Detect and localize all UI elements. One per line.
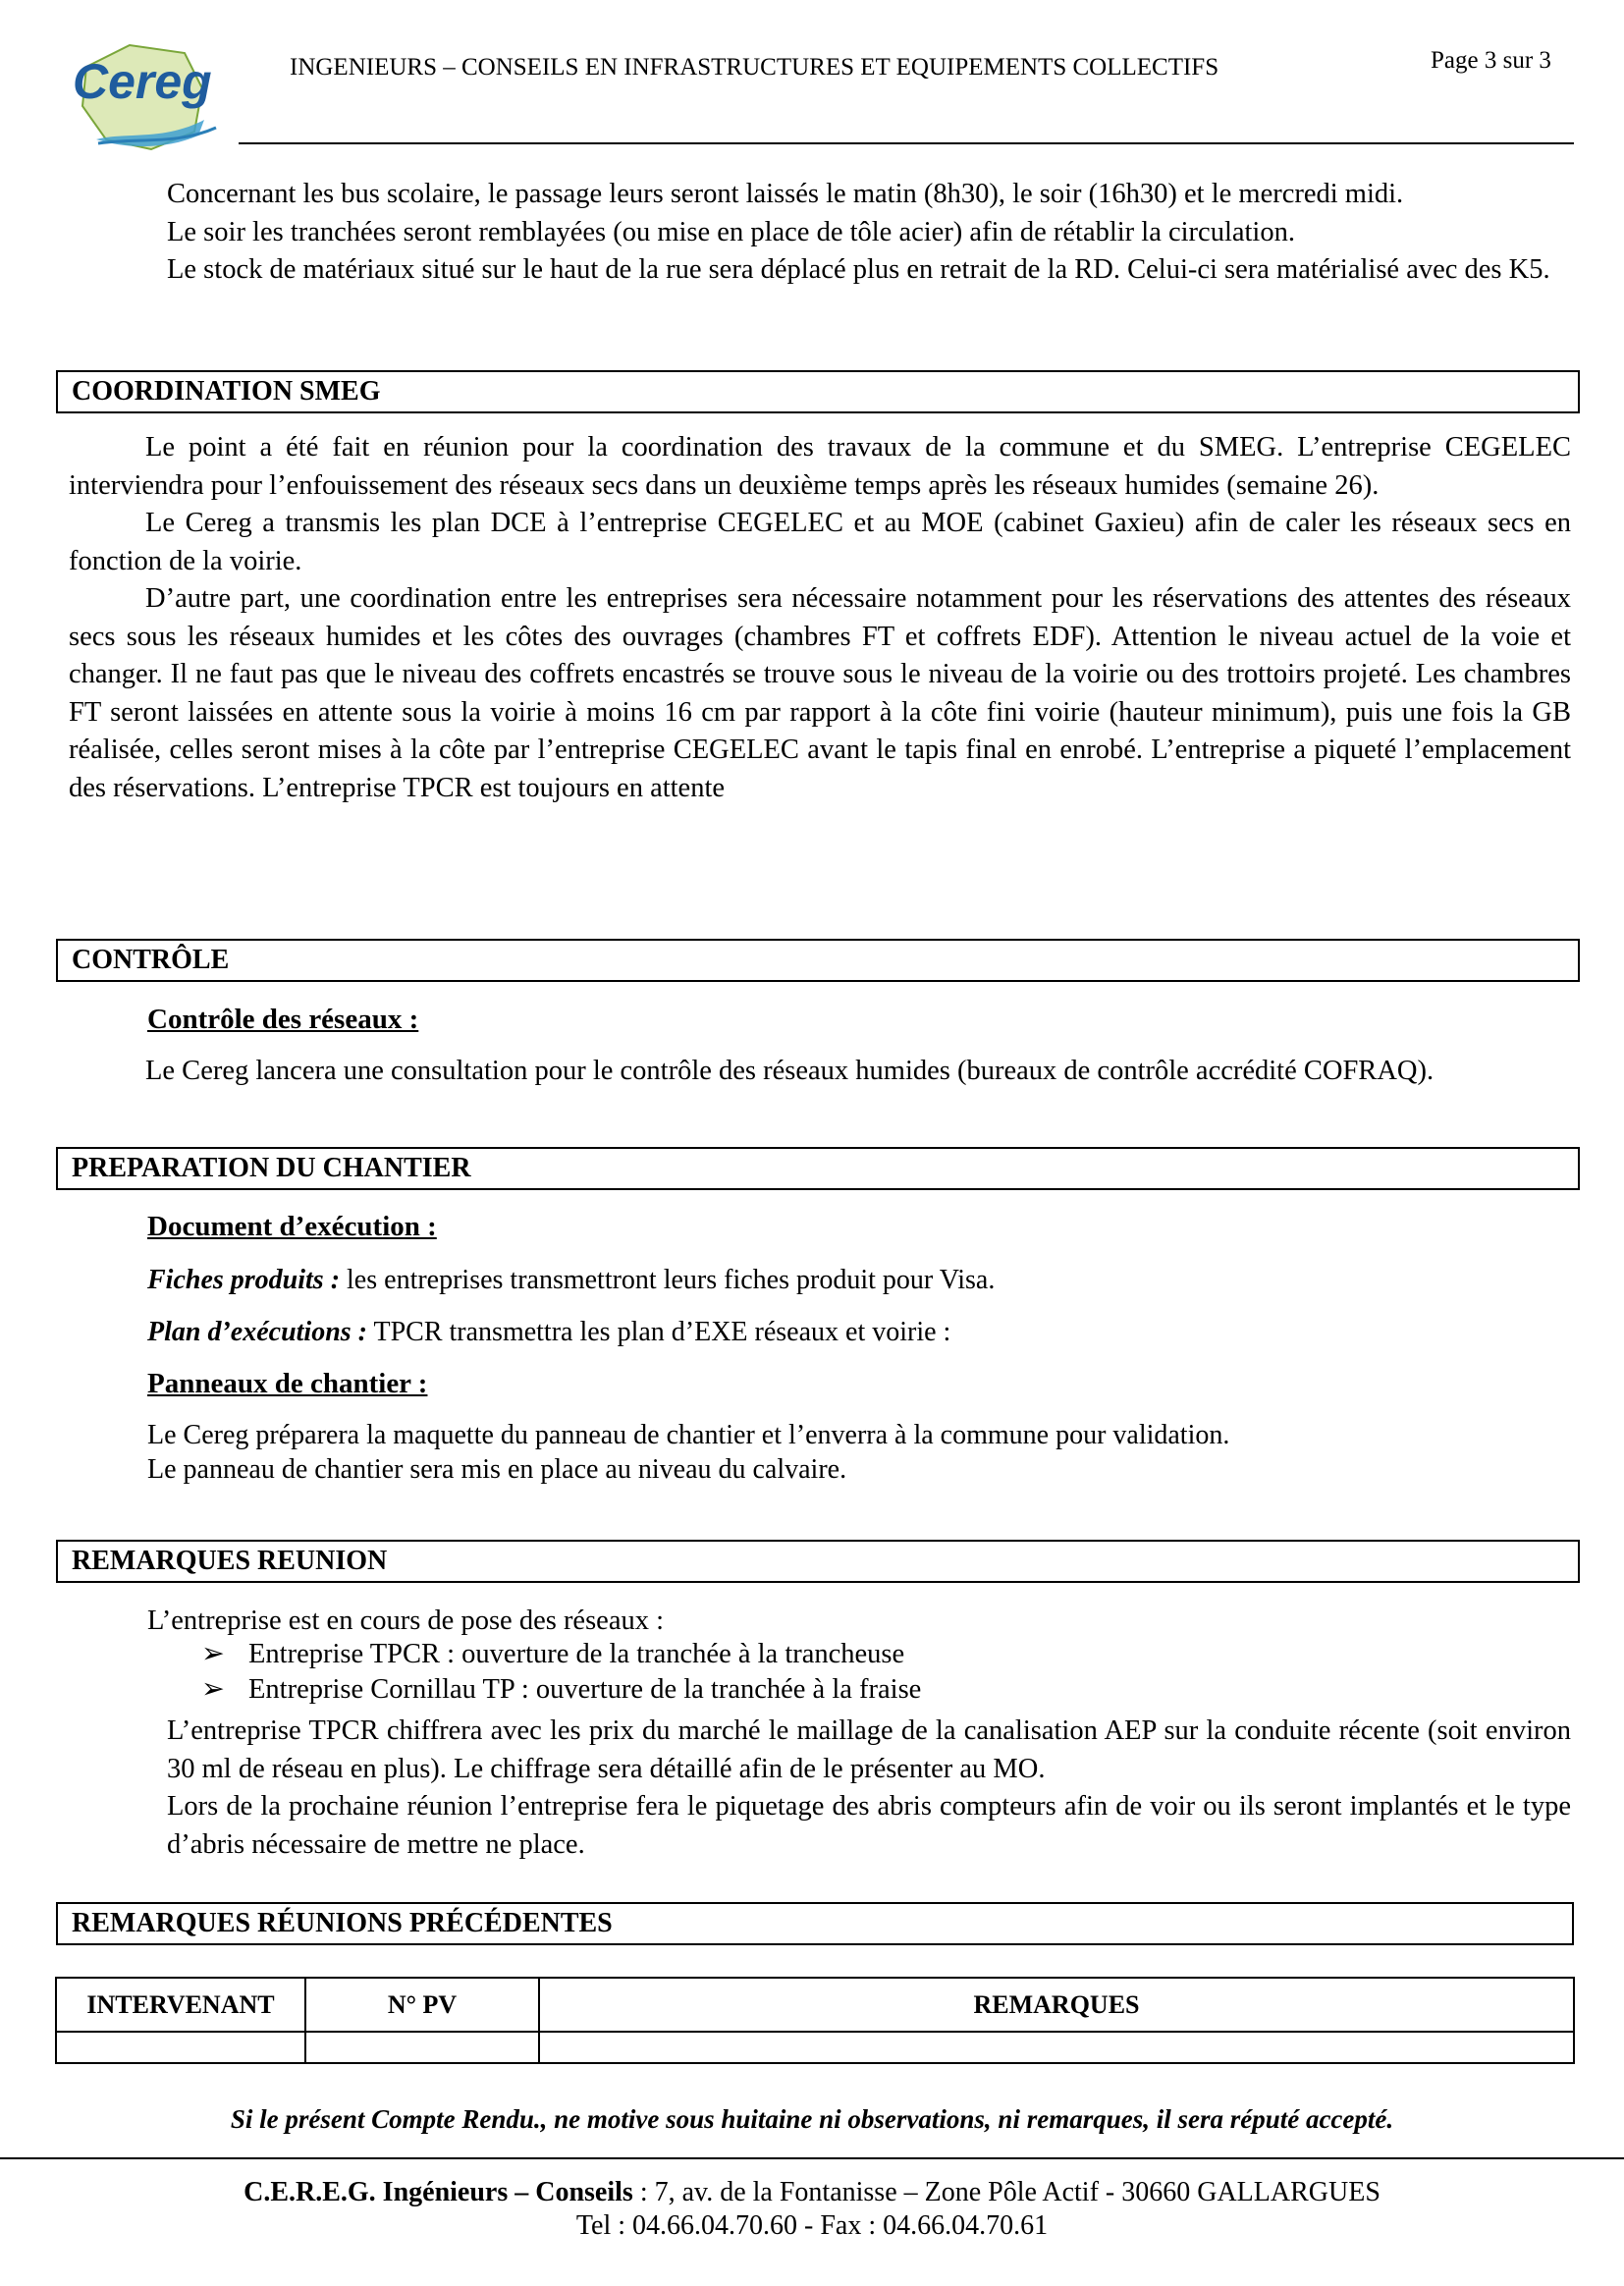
footer-rule — [0, 2157, 1624, 2159]
intro-line: Le soir les tranchées seront remblayées (ou mise en place de tôle acier) afin de rétablir la circulation. — [167, 216, 1295, 247]
section-controle: CONTRÔLE — [56, 939, 1580, 982]
list-item — [201, 1672, 921, 1708]
cereg-logo-graphic — [69, 37, 244, 155]
header-title: INGENIEURS – CONSEILS EN INFRASTRUCTURES ET EQUIPEMENTS COLLECTIFS — [290, 54, 1219, 81]
arrow-bullet-icon: ➢ — [201, 1639, 225, 1669]
list-item — [201, 1637, 921, 1672]
panneau-line: Le Cereg préparera la maquette du panneau de chantier et l’enverra à la commune pour validation. — [147, 1420, 1230, 1450]
coordination-paragraph: D’autre part, une coordination entre les entreprises sera nécessaire notamment pour les réservations des attentes des réseaux secs sous les réseaux humides et les côtes des ouvrages (chambres FT et coffrets EDF). Attention le niveau actuel de la voie et changer. Il ne faut pas que le niveau des coffrets encastrés se trouve sous le niveau de la voirie ou des trottoirs projeté. Les chambres FT seront laissées en attente sous la voirie à moins 16 cm par rapport à la côte fini voirie (hauteur minimum), puis une fois la GB réalisée, celles seront mises à la côte par l’entreprise CEGELEC avant le tapis final en enrobé. L’entreprise a piqueté l’emplacement des réservations. L’entreprise TPCR est toujours en attente — [69, 583, 1571, 803]
section-remarques-precedentes: REMARQUES RÉUNIONS PRÉCÉDENTES — [56, 1902, 1574, 1945]
column-header-pv: N° PV — [305, 1978, 539, 2032]
acceptance-note: Si le présent Compte Rendu., ne motive sous huitaine ni observations, ni remarques, il sera réputé accepté. — [230, 2104, 1394, 2134]
footer-company: C.E.R.E.G. Ingénieurs – Conseils — [244, 2177, 633, 2207]
remarques-bullet-list — [201, 1637, 921, 1708]
header-rule — [239, 142, 1574, 144]
page-number: Page 3 sur 3 — [1431, 47, 1551, 74]
table-cell — [305, 2032, 539, 2063]
remarques-paragraph: Lors de la prochaine réunion l’entreprise fera le piquetage des abris compteurs afin de voir ou ils seront implantés et le type d’abris nécessaire de mettre ne place. — [167, 1791, 1571, 1860]
intro-block — [167, 176, 1571, 290]
panneaux-chantier-subheading: Panneaux de chantier : — [147, 1368, 428, 1399]
table-row — [56, 2032, 1574, 2063]
panneau-line: Le panneau de chantier sera mis en place au niveau du calvaire. — [147, 1454, 847, 1485]
remarques-intro: L’entreprise est en cours de pose des réseaux : — [147, 1606, 665, 1636]
footer-address: : 7, av. de la Fontanisse – Zone Pôle Actif - 30660 GALLARGUES — [632, 2177, 1380, 2207]
remarques-body — [167, 1713, 1571, 1864]
footer-contact: Tel : 04.66.04.70.60 - Fax : 04.66.04.70.61 — [575, 2210, 1049, 2241]
fiches-produits-text: les entreprises transmettront leurs fiches produit pour Visa. — [340, 1265, 996, 1295]
logo-wordmark: Cereg — [73, 54, 212, 109]
plan-executions-line — [147, 1315, 950, 1350]
bullet-text: Entreprise Cornillau TP : ouverture de la tranchée à la fraise — [248, 1674, 922, 1705]
coordination-paragraph: Le point a été fait en réunion pour la coordination des travaux de la commune et du SMEG. L’entreprise CEGELEC interviendra pour l’enfouissement des réseaux secs dans un deuxième temps après les réseaux humides (semaine 26). — [69, 432, 1571, 501]
table-cell — [56, 2032, 305, 2063]
footer-address-block — [0, 2176, 1624, 2243]
plan-executions-text: TPCR transmettra les plan d’EXE réseaux et voirie : — [367, 1317, 951, 1347]
coordination-paragraph: Le Cereg a transmis les plan DCE à l’entreprise CEGELEC et au MOE (cabinet Gaxieu) afin de caler les réseaux secs en fonction de la voirie. — [69, 508, 1571, 576]
controle-subheading: Contrôle des réseaux : — [147, 1004, 419, 1035]
intro-line: Le stock de matériaux situé sur le haut de la rue sera déplacé plus en retrait de la RD. Celui-ci sera matérialisé avec des K5. — [167, 254, 1550, 285]
intro-line: Concernant les bus scolaire, le passage leurs seront laissés le matin (8h30), le soir (16h30) et le mercredi midi. — [167, 179, 1404, 209]
remarques-paragraph: L’entreprise TPCR chiffrera avec les prix du marché le maillage de la canalisation AEP sur la conduite récente (soit environ 30 ml de réseau en plus). Le chiffrage sera détaillé afin de le présenter au MO. — [167, 1715, 1571, 1784]
footer-address-line — [0, 2176, 1624, 2209]
document-execution-subheading: Document d’exécution : — [147, 1211, 437, 1242]
fiches-produits-line — [147, 1263, 995, 1298]
arrow-bullet-icon: ➢ — [201, 1674, 225, 1705]
section-coordination-smeg: COORDINATION SMEG — [56, 370, 1580, 413]
section-preparation-chantier: PREPARATION DU CHANTIER — [56, 1147, 1580, 1190]
column-header-remarques: REMARQUES — [539, 1978, 1574, 2032]
column-header-intervenant: INTERVENANT — [56, 1978, 305, 2032]
table-header-row — [56, 1978, 1574, 2032]
coordination-body — [69, 429, 1571, 807]
section-remarques-reunion: REMARQUES REUNION — [56, 1540, 1580, 1583]
bullet-text: Entreprise TPCR : ouverture de la tranchée à la trancheuse — [248, 1639, 905, 1669]
cereg-logo — [69, 37, 244, 155]
controle-paragraph: Le Cereg lancera une consultation pour le contrôle des réseaux humides (bureaux de contrôle accrédité COFRAQ). — [145, 1056, 1435, 1086]
previous-remarks-table — [55, 1977, 1575, 2064]
fiches-produits-label: Fiches produits : — [147, 1265, 341, 1295]
table-cell — [539, 2032, 1574, 2063]
plan-executions-label: Plan d’exécutions : — [147, 1317, 367, 1347]
controle-body — [69, 1053, 1571, 1091]
